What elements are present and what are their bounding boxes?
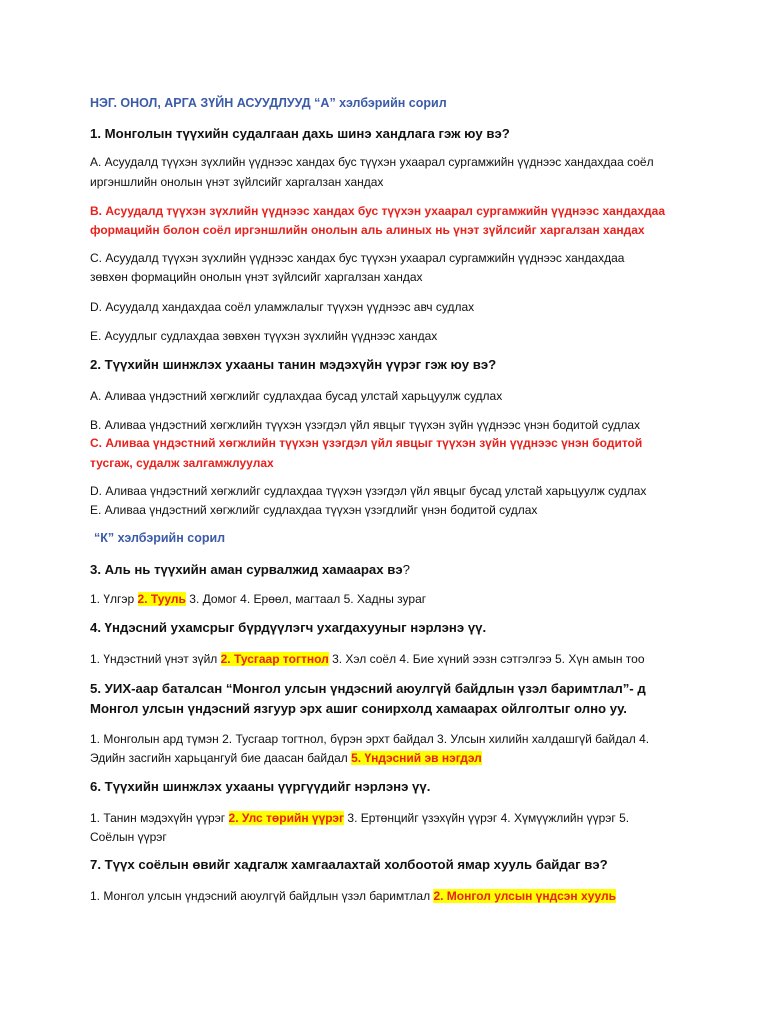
q4-correct-answer: 2. Тусгаар тогтнол: [220, 652, 329, 666]
q1-option-c-line1: С. Асуудалд түүхэн зүхлийн үүднээс хандах бус түүхэн ухаарал сургамжийн үүднээс хандахдаа: [90, 251, 625, 265]
q1-option-b-line2: формацийн болон соёл иргэншлийн онолын аль алиных нь үнэт зүйлсийг харгалзан хандах: [90, 223, 645, 237]
q6-post: 3. Ертөнцийг үзэхүйн үүрэг 4. Хүмүүжлийн үүрэг 5.: [344, 811, 630, 825]
question-3: [90, 562, 410, 578]
q7-answer-line: [90, 888, 616, 904]
q2-option-e: Е. Аливаа үндэстний хөгжлийг судлахдаа түүхэн үзэгдлийг үнэн бодитой судлах: [90, 503, 538, 517]
q6-correct-answer: 2. Улс төрийн үүрэг: [228, 811, 345, 825]
question-3-mark: ?: [402, 562, 410, 577]
q2-option-c-line1: С. Аливаа үндэстний хөгжлийн түүхэн үзэгдэл үйл явцыг түүхэн зүйн үүднээс үнэн бодитой: [90, 436, 643, 450]
question-2: 2. Түүхийн шинжлэх ухааны танин мэдэхүйн үүрэг гэж юу вэ?: [90, 357, 497, 372]
q3-post: 3. Домог 4. Ерөөл, магтаал 5. Хадны зураг: [185, 592, 427, 606]
q1-option-c-line2: зөвхөн формацийн онолын үнэт зүйлсийг харгалзан хандах: [90, 270, 423, 284]
q7-pre: 1. Монгол улсын үндэсний аюулгүй байдлын үзэл баримтлал: [90, 889, 434, 903]
q3-answer-line: [90, 591, 426, 607]
question-1: 1. Монголын түүхийн судалгаан дахь шинэ хандлага гэж юу вэ?: [90, 126, 510, 141]
question-3-text: 3. Аль нь түүхийн аман сурвалжид хамаарах вэ: [90, 562, 403, 577]
q2-option-b: В. Аливаа үндэстний хөгжлийн түүхэн үзэгдэл үйл явцыг түүхэн зүйн үүднээс үнэн бодитой судлах: [90, 418, 641, 432]
q6-answer-line2: Соёлын үүрэг: [90, 830, 167, 844]
q7-correct-answer: 2. Монгол улсын үндсэн хууль: [433, 889, 616, 903]
q2-option-a: А. Аливаа үндэстний хөгжлийг судлахдаа бусад улстай харьцуулж судлах: [90, 389, 503, 403]
question-5-line1: 5. УИХ-аар баталсан “Монгол улсын үндэсний аюулгүй байдлын үзэл баримтлал”- д: [90, 681, 646, 696]
q1-option-d: D. Асуудалд хандахдаа соёл уламжлалыг түүхэн үүднээс авч судлах: [90, 300, 475, 314]
q4-post: 3. Хэл соёл 4. Бие хүний ээзн сэтгэлгээ 5. Хүн амын тоо: [328, 652, 645, 666]
q5-correct-answer: 5. Үндэсний эв нэгдэл: [351, 751, 482, 765]
q3-correct-answer: 2. Тууль: [137, 592, 186, 606]
q4-answer-line: [90, 651, 645, 667]
q1-option-b-line1: В. Асуудалд түүхэн зүхлийн үүднээс хандах бус түүхэн ухаарал сургамжийн үүднээс хандахдаа: [90, 204, 666, 218]
q1-option-a-line2: иргэншлийн онолын үнэт зүйлсийг харгалзан хандах: [90, 175, 384, 189]
q1-option-a-line1: А. Асуудалд түүхэн зүхлийн үүднээс хандах бус түүхэн ухаарал сургамжийн үүднээс хандахдаа соёл: [90, 155, 654, 169]
q2-option-d: D. Аливаа үндэстний хөгжлийг судлахдаа түүхэн үзэгдэл үйл явцыг бусад улстай харьцуулж судлах: [90, 484, 647, 498]
q1-option-e: Е. Асуудлыг судлахдаа зөвхөн түүхэн зүхлийн үүднээс хандах: [90, 329, 438, 343]
question-6: 6. Түүхийн шинжлэх ухааны үүргүүдийг нэрлэнэ үү.: [90, 779, 431, 794]
q5-answer-line2: [90, 750, 482, 766]
section-k-header: “К” хэлбэрийн сорил: [94, 531, 226, 545]
question-5-line2: Монгол улсын үндэсний язгуур эрх ашиг сонирхолд хамаарах ойлголтыг олно уу.: [90, 701, 627, 716]
question-7: 7. Түүх соёлын өвийг хадгалж хамгаалахтай холбоотой ямар хууль байдаг вэ?: [90, 857, 608, 872]
question-4: 4. Үндэсний ухамсрыг бүрдүүлэгч ухагдахууныг нэрлэнэ үү.: [90, 620, 487, 635]
q6-answer-line1: [90, 810, 629, 826]
section-a-header: НЭГ. ОНОЛ, АРГА ЗҮЙН АСУУДЛУУД “А” хэлбэрийн сорил: [90, 96, 447, 110]
q4-pre: 1. Үндэстний үнэт зүйл: [90, 652, 221, 666]
q5-pre: Эдийн засгийн харьцангуй бие даасан байдал: [90, 751, 352, 765]
q5-answer-line1: 1. Монголын ард түмэн 2. Тусгаар тогтнол, бүрэн эрхт байдал 3. Улсын хилийн халдашгүй байдал 4.: [90, 732, 650, 746]
q3-pre: 1. Үлгэр: [90, 592, 138, 606]
q2-option-c-line2: тусгаж, судалж залгамжлуулах: [90, 456, 274, 470]
q6-pre: 1. Танин мэдэхүйн үүрэг: [90, 811, 229, 825]
